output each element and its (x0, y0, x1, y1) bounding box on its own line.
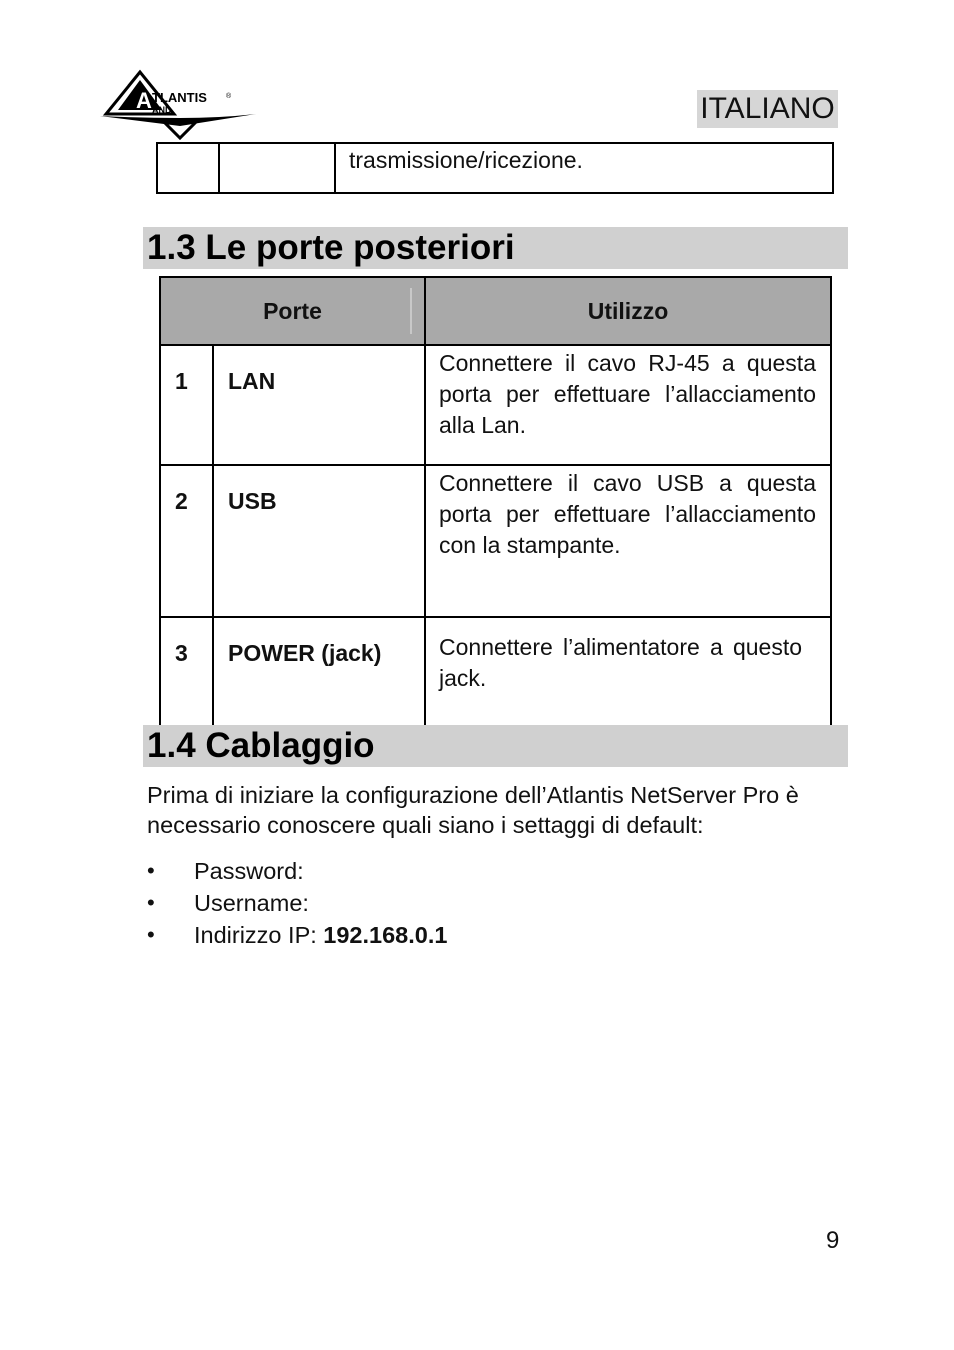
port-description: Connettere l’alimentatore a questo jack. (425, 617, 831, 733)
port-description: Connettere il cavo USB a questa porta per effettuare l’allacciamento con la stampante. (425, 465, 831, 617)
port-number: 1 (160, 345, 213, 465)
list-item-label: Username: (194, 890, 309, 916)
usage-column-header: Utilizzo (425, 277, 831, 345)
section-heading-1-4: 1.4 Cablaggio (143, 725, 848, 767)
atlantis-land-logo (100, 68, 260, 142)
list-item-label: Indirizzo IP: (194, 922, 324, 948)
port-number: 3 (160, 617, 213, 733)
table-row (160, 617, 831, 733)
list-item (147, 919, 447, 951)
port-name: LAN (213, 345, 425, 465)
table-row (160, 465, 831, 617)
continued-text: trasmissione/ricezione. (335, 143, 833, 193)
svg-text:®: ® (226, 93, 232, 100)
port-number: 2 (160, 465, 213, 617)
empty-cell (219, 143, 335, 193)
table-row (160, 345, 831, 465)
page-number: 9 (826, 1227, 840, 1254)
svg-text:AND: AND (152, 105, 172, 115)
intro-paragraph: Prima di iniziare la configurazione dell’Atlantis NetServer Pro è necessario conoscere quali siano i settaggi di default: (147, 782, 799, 838)
empty-cell (157, 143, 219, 193)
list-item (147, 887, 447, 919)
ip-address-value: 192.168.0.1 (323, 922, 448, 948)
svg-text:A: A (136, 88, 152, 113)
ports-header-label: Porte (263, 297, 322, 324)
bullet-icon: • (147, 922, 155, 947)
port-name: USB (213, 465, 425, 617)
svg-text:TLANTIS: TLANTIS (152, 90, 207, 105)
language-label: ITALIANO (697, 90, 838, 128)
bullet-icon: • (147, 858, 155, 883)
ports-column-header (160, 277, 425, 345)
port-description: Connettere il cavo RJ-45 a questa porta per effettuare l’allacciamento alla Lan. (425, 345, 831, 465)
port-name: POWER (jack) (213, 617, 425, 733)
continued-table (156, 142, 834, 194)
header-divider (410, 288, 412, 334)
list-item (147, 855, 447, 887)
section-heading-1-3: 1.3 Le porte posteriori (143, 227, 848, 269)
bullet-icon: • (147, 890, 155, 915)
list-item-label: Password: (194, 858, 304, 884)
ports-table (159, 276, 832, 734)
defaults-list (147, 855, 447, 951)
